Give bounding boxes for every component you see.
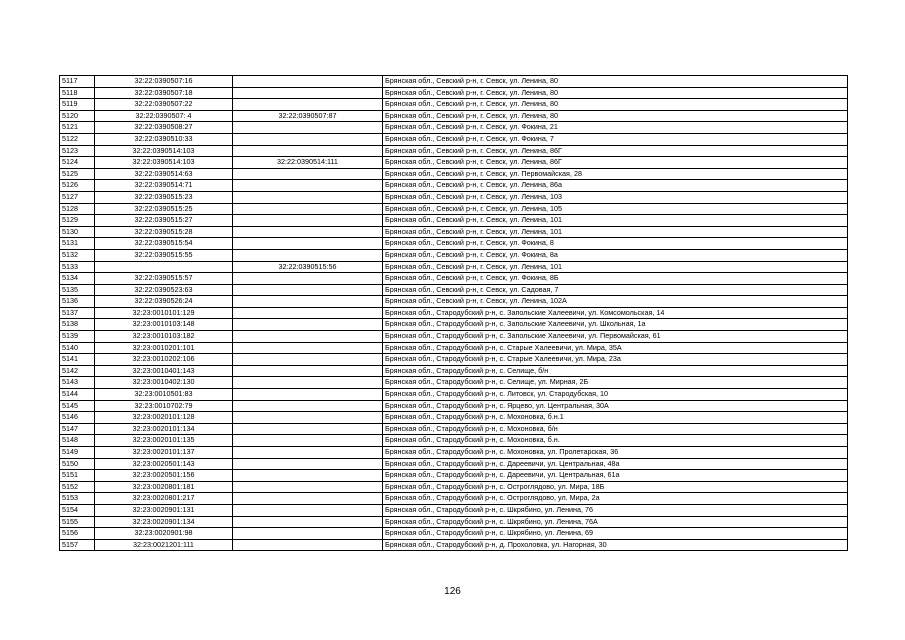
cadastral-number-cell: 32:23:0010401:143: [95, 365, 233, 377]
address-cell: Брянская обл., Стародубский р-н, с. Селище, б/н: [383, 365, 848, 377]
table-row: [60, 87, 848, 99]
table-row: [60, 400, 848, 412]
address-cell: Брянская обл., Севский р-н, г. Севск, ул. Ленина, 101: [383, 261, 848, 273]
table-row: [60, 423, 848, 435]
row-number-cell: 5143: [60, 377, 95, 389]
table-row: [60, 180, 848, 192]
cadastral-number-cell: 32:22:0390507:18: [95, 87, 233, 99]
cadastral-number-cell: 32:23:0020101:134: [95, 423, 233, 435]
row-number-cell: 5121: [60, 122, 95, 134]
row-number-cell: 5122: [60, 133, 95, 145]
address-cell: Брянская обл., Стародубский р-н, с. Ярцево, ул. Центральная, 30А: [383, 400, 848, 412]
address-cell: Брянская обл., Стародубский р-н, с. Мохоновка, б/н: [383, 423, 848, 435]
cadastral-number-cell: 32:23:0010101:129: [95, 307, 233, 319]
address-cell: Брянская обл., Севский р-н, г. Севск, ул. Ленина, 80: [383, 99, 848, 111]
linked-cadastral-number-cell: [233, 296, 383, 308]
linked-cadastral-number-cell: [233, 528, 383, 540]
table-row: [60, 215, 848, 227]
row-number-cell: 5145: [60, 400, 95, 412]
row-number-cell: 5147: [60, 423, 95, 435]
row-number-cell: 5127: [60, 191, 95, 203]
address-cell: Брянская обл., Севский р-н, г. Севск, ул. Фокина, 8: [383, 238, 848, 250]
linked-cadastral-number-cell: [233, 145, 383, 157]
row-number-cell: 5129: [60, 215, 95, 227]
address-cell: Брянская обл., Севский р-н, г. Севск, ул. Первомайская, 28: [383, 168, 848, 180]
linked-cadastral-number-cell: [233, 133, 383, 145]
linked-cadastral-number-cell: [233, 389, 383, 401]
table-row: [60, 539, 848, 551]
registry-table-body: [60, 76, 848, 551]
linked-cadastral-number-cell: 32:22:0390507:87: [233, 110, 383, 122]
table-row: [60, 157, 848, 169]
cadastral-number-cell: 32:23:0010103:182: [95, 331, 233, 343]
cadastral-number-cell: 32:22:0390510:33: [95, 133, 233, 145]
linked-cadastral-number-cell: [233, 238, 383, 250]
address-cell: Брянская обл., Стародубский р-н, с. Запольские Халеевичи, ул. Первомайская, 61: [383, 331, 848, 343]
linked-cadastral-number-cell: [233, 307, 383, 319]
row-number-cell: 5128: [60, 203, 95, 215]
address-cell: Брянская обл., Стародубский р-н, с. Дареевичи, ул. Центральная, 48а: [383, 458, 848, 470]
linked-cadastral-number-cell: 32:22:0390514:111: [233, 157, 383, 169]
cadastral-number-cell: 32:23:0010402:130: [95, 377, 233, 389]
address-cell: Брянская обл., Стародубский р-н, с. Шкрябино, ул. Ленина, 76: [383, 504, 848, 516]
linked-cadastral-number-cell: [233, 516, 383, 528]
cadastral-number-cell: 32:23:0020101:128: [95, 412, 233, 424]
table-row: [60, 273, 848, 285]
address-cell: Брянская обл., Севский р-н, г. Севск, ул. Ленина, 103: [383, 191, 848, 203]
address-cell: Брянская обл., Севский р-н, г. Севск, ул. Ленина, 101: [383, 226, 848, 238]
row-number-cell: 5141: [60, 354, 95, 366]
cadastral-number-cell: 32:22:0390526:24: [95, 296, 233, 308]
table-row: [60, 296, 848, 308]
cadastral-number-cell: 32:23:0020501:156: [95, 470, 233, 482]
address-cell: Брянская обл., Севский р-н, г. Севск, ул. Фокина, 8Б: [383, 273, 848, 285]
row-number-cell: 5152: [60, 481, 95, 493]
table-row: [60, 284, 848, 296]
cadastral-number-cell: 32:22:0390507: 4: [95, 110, 233, 122]
row-number-cell: 5153: [60, 493, 95, 505]
address-cell: Брянская обл., Севский р-н, г. Севск, ул. Ленина, 105: [383, 203, 848, 215]
address-cell: Брянская обл., Стародубский р-н, с. Остроглядово, ул. Мира, 18Б: [383, 481, 848, 493]
cadastral-number-cell: [95, 261, 233, 273]
row-number-cell: 5125: [60, 168, 95, 180]
row-number-cell: 5140: [60, 342, 95, 354]
table-row: [60, 145, 848, 157]
row-number-cell: 5123: [60, 145, 95, 157]
cadastral-number-cell: 32:22:0390515:57: [95, 273, 233, 285]
cadastral-number-cell: 32:23:0020901:134: [95, 516, 233, 528]
address-cell: Брянская обл., Севский р-н, г. Севск, ул. Ленина, 86а: [383, 180, 848, 192]
row-number-cell: 5156: [60, 528, 95, 540]
table-row: [60, 389, 848, 401]
registry-table: [59, 75, 848, 551]
linked-cadastral-number-cell: [233, 354, 383, 366]
row-number-cell: 5138: [60, 319, 95, 331]
row-number-cell: 5130: [60, 226, 95, 238]
linked-cadastral-number-cell: [233, 435, 383, 447]
table-row: [60, 76, 848, 88]
table-row: [60, 319, 848, 331]
row-number-cell: 5151: [60, 470, 95, 482]
cadastral-number-cell: 32:23:0020101:135: [95, 435, 233, 447]
row-number-cell: 5154: [60, 504, 95, 516]
linked-cadastral-number-cell: [233, 180, 383, 192]
table-row: [60, 493, 848, 505]
table-row: [60, 203, 848, 215]
address-cell: Брянская обл., Стародубский р-н, с. Запольские Халеевичи, ул. Комсомольская, 14: [383, 307, 848, 319]
row-number-cell: 5135: [60, 284, 95, 296]
cadastral-number-cell: 32:23:0010702:79: [95, 400, 233, 412]
cadastral-number-cell: 32:22:0390515:54: [95, 238, 233, 250]
linked-cadastral-number-cell: [233, 99, 383, 111]
linked-cadastral-number-cell: [233, 423, 383, 435]
row-number-cell: 5126: [60, 180, 95, 192]
row-number-cell: 5137: [60, 307, 95, 319]
table-row: [60, 516, 848, 528]
address-cell: Брянская обл., Севский р-н, г. Севск, ул. Ленина, 86Г: [383, 145, 848, 157]
linked-cadastral-number-cell: [233, 249, 383, 261]
address-cell: Брянская обл., Стародубский р-н, с. Дареевичи, ул. Центральная, 61а: [383, 470, 848, 482]
address-cell: Брянская обл., Стародубский р-н, д. Прохоловка, ул. Нагорная, 30: [383, 539, 848, 551]
address-cell: Брянская обл., Севский р-н, г. Севск, ул. Ленина, 80: [383, 110, 848, 122]
linked-cadastral-number-cell: [233, 331, 383, 343]
row-number-cell: 5157: [60, 539, 95, 551]
table-row: [60, 354, 848, 366]
table-row: [60, 504, 848, 516]
cadastral-number-cell: 32:22:0390514:63: [95, 168, 233, 180]
row-number-cell: 5144: [60, 389, 95, 401]
linked-cadastral-number-cell: [233, 203, 383, 215]
table-row: [60, 110, 848, 122]
address-cell: Брянская обл., Севский р-н, г. Севск, ул. Ленина, 80: [383, 76, 848, 88]
linked-cadastral-number-cell: [233, 284, 383, 296]
row-number-cell: 5139: [60, 331, 95, 343]
row-number-cell: 5149: [60, 447, 95, 459]
page-number: 126: [444, 586, 461, 597]
cadastral-number-cell: 32:23:0020801:217: [95, 493, 233, 505]
table-row: [60, 307, 848, 319]
linked-cadastral-number-cell: [233, 539, 383, 551]
row-number-cell: 5124: [60, 157, 95, 169]
table-row: [60, 168, 848, 180]
cadastral-number-cell: 32:23:0010201:101: [95, 342, 233, 354]
linked-cadastral-number-cell: [233, 342, 383, 354]
linked-cadastral-number-cell: [233, 377, 383, 389]
linked-cadastral-number-cell: [233, 504, 383, 516]
address-cell: Брянская обл., Стародубский р-н, с. Шкрябино, ул. Ленина, 76А: [383, 516, 848, 528]
row-number-cell: 5119: [60, 99, 95, 111]
cadastral-number-cell: 32:22:0390523:63: [95, 284, 233, 296]
row-number-cell: 5155: [60, 516, 95, 528]
table-row: [60, 342, 848, 354]
linked-cadastral-number-cell: [233, 470, 383, 482]
table-row: [60, 191, 848, 203]
linked-cadastral-number-cell: [233, 447, 383, 459]
address-cell: Брянская обл., Стародубский р-н, с. Старые Халеевичи, ул. Мира, 23а: [383, 354, 848, 366]
address-cell: Брянская обл., Севский р-н, г. Севск, ул. Садовая, 7: [383, 284, 848, 296]
cadastral-number-cell: 32:23:0010103:148: [95, 319, 233, 331]
cadastral-number-cell: 32:22:0390515:23: [95, 191, 233, 203]
table-row: [60, 447, 848, 459]
linked-cadastral-number-cell: [233, 481, 383, 493]
cadastral-number-cell: 32:23:0010501:83: [95, 389, 233, 401]
cadastral-number-cell: 32:22:0390514:103: [95, 157, 233, 169]
address-cell: Брянская обл., Стародубский р-н, с. Запольские Халеевичи, ул. Школьная, 1а: [383, 319, 848, 331]
table-row: [60, 261, 848, 273]
row-number-cell: 5150: [60, 458, 95, 470]
address-cell: Брянская обл., Севский р-н, г. Севск, ул. Ленина, 86Г: [383, 157, 848, 169]
address-cell: Брянская обл., Стародубский р-н, с. Мохоновка, ул. Пролетарская, 36: [383, 447, 848, 459]
linked-cadastral-number-cell: [233, 191, 383, 203]
address-cell: Брянская обл., Севский р-н, г. Севск, ул. Фокина, 8а: [383, 249, 848, 261]
row-number-cell: 5142: [60, 365, 95, 377]
cadastral-number-cell: 32:23:0021201:111: [95, 539, 233, 551]
address-cell: Брянская обл., Стародубский р-н, с. Селище, ул. Мирная, 2Б: [383, 377, 848, 389]
row-number-cell: 5148: [60, 435, 95, 447]
row-number-cell: 5132: [60, 249, 95, 261]
address-cell: Брянская обл., Севский р-н, г. Севск, ул. Фокина, 21: [383, 122, 848, 134]
linked-cadastral-number-cell: [233, 400, 383, 412]
table-row: [60, 122, 848, 134]
address-cell: Брянская обл., Севский р-н, г. Севск, ул. Ленина, 101: [383, 215, 848, 227]
row-number-cell: 5133: [60, 261, 95, 273]
cadastral-number-cell: 32:23:0020501:143: [95, 458, 233, 470]
row-number-cell: 5136: [60, 296, 95, 308]
table-row: [60, 331, 848, 343]
linked-cadastral-number-cell: [233, 76, 383, 88]
table-row: [60, 435, 848, 447]
cadastral-number-cell: 32:22:0390507:16: [95, 76, 233, 88]
cadastral-number-cell: 32:22:0390514:71: [95, 180, 233, 192]
table-row: [60, 238, 848, 250]
row-number-cell: 5134: [60, 273, 95, 285]
linked-cadastral-number-cell: [233, 412, 383, 424]
table-row: [60, 412, 848, 424]
linked-cadastral-number-cell: [233, 226, 383, 238]
linked-cadastral-number-cell: [233, 168, 383, 180]
linked-cadastral-number-cell: [233, 493, 383, 505]
address-cell: Брянская обл., Стародубский р-н, с. Мохоновка, б.н.1: [383, 412, 848, 424]
cadastral-number-cell: 32:22:0390515:25: [95, 203, 233, 215]
address-cell: Брянская обл., Севский р-н, г. Севск, ул. Ленина, 80: [383, 87, 848, 99]
cadastral-number-cell: 32:23:0020901:98: [95, 528, 233, 540]
address-cell: Брянская обл., Стародубский р-н, с. Старые Халеевичи, ул. Мира, 35А: [383, 342, 848, 354]
row-number-cell: 5118: [60, 87, 95, 99]
table-row: [60, 470, 848, 482]
table-row: [60, 99, 848, 111]
row-number-cell: 5120: [60, 110, 95, 122]
table-row: [60, 481, 848, 493]
row-number-cell: 5117: [60, 76, 95, 88]
address-cell: Брянская обл., Стародубский р-н, с. Мохоновка, б.н.: [383, 435, 848, 447]
table-row: [60, 249, 848, 261]
linked-cadastral-number-cell: [233, 365, 383, 377]
row-number-cell: 5146: [60, 412, 95, 424]
address-cell: Брянская обл., Севский р-н, г. Севск, ул. Фокина, 7: [383, 133, 848, 145]
linked-cadastral-number-cell: [233, 458, 383, 470]
cadastral-number-cell: 32:22:0390507:22: [95, 99, 233, 111]
cadastral-number-cell: 32:23:0020801:181: [95, 481, 233, 493]
table-row: [60, 133, 848, 145]
table-row: [60, 528, 848, 540]
linked-cadastral-number-cell: [233, 87, 383, 99]
linked-cadastral-number-cell: [233, 319, 383, 331]
linked-cadastral-number-cell: [233, 273, 383, 285]
cadastral-number-cell: 32:22:0390515:28: [95, 226, 233, 238]
cadastral-number-cell: 32:22:0390508:27: [95, 122, 233, 134]
address-cell: Брянская обл., Стародубский р-н, с. Шкрябино, ул. Ленина, 69: [383, 528, 848, 540]
address-cell: Брянская обл., Севский р-н, г. Севск, ул. Ленина, 102А: [383, 296, 848, 308]
address-cell: Брянская обл., Стародубский р-н, с. Литовск, ул. Стародубская, 10: [383, 389, 848, 401]
table-row: [60, 377, 848, 389]
cadastral-number-cell: 32:23:0020901:131: [95, 504, 233, 516]
row-number-cell: 5131: [60, 238, 95, 250]
linked-cadastral-number-cell: [233, 122, 383, 134]
cadastral-number-cell: 32:23:0010202:106: [95, 354, 233, 366]
cadastral-number-cell: 32:22:0390514:103: [95, 145, 233, 157]
table-row: [60, 365, 848, 377]
linked-cadastral-number-cell: [233, 215, 383, 227]
cadastral-number-cell: 32:22:0390515:55: [95, 249, 233, 261]
table-row: [60, 458, 848, 470]
cadastral-number-cell: 32:23:0020101:137: [95, 447, 233, 459]
address-cell: Брянская обл., Стародубский р-н, с. Остроглядово, ул. Мира, 2а: [383, 493, 848, 505]
linked-cadastral-number-cell: 32:22:0390515:56: [233, 261, 383, 273]
table-row: [60, 226, 848, 238]
cadastral-number-cell: 32:22:0390515:27: [95, 215, 233, 227]
